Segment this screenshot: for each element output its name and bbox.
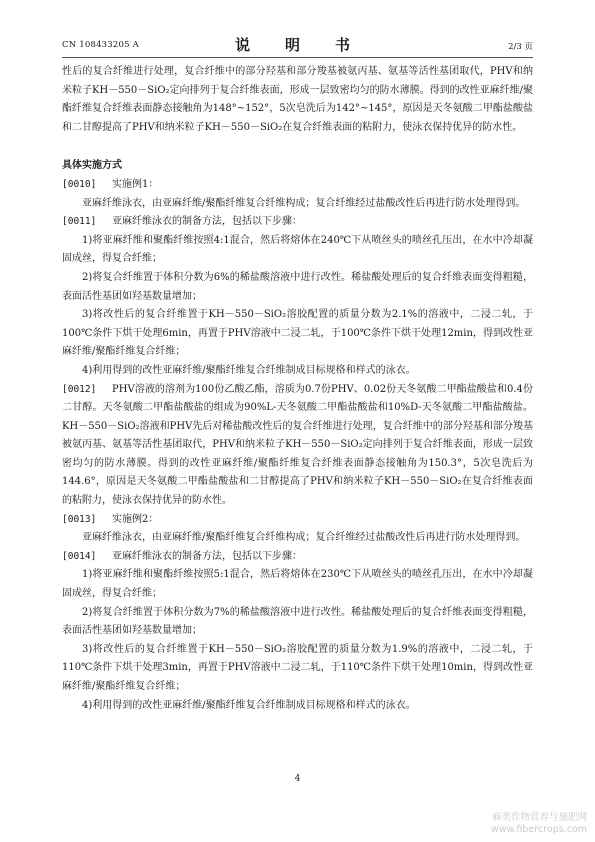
body-paragraph: 亚麻纤维泳衣，由亚麻纤维/聚酯纤维复合纤维构成；复合纤维经过盐酸改性后再进行防水处理得到。 xyxy=(82,197,526,209)
page-number: 4 xyxy=(294,774,301,784)
numbered-paragraph xyxy=(62,511,533,530)
watermark xyxy=(491,812,587,836)
numbered-paragraph xyxy=(62,213,533,232)
paragraph-number: [0014] xyxy=(62,550,97,562)
body-paragraph: 2)将复合纤维置于体积分数为6%的稀盐酸溶液中进行改性。稀盐酸处理后的复合纤维表面变得粗糙，表面活性基团如羟基数量增加； xyxy=(62,271,533,302)
paragraph-number: [0010] xyxy=(62,178,97,190)
paragraph-number: [0011] xyxy=(62,216,97,228)
paragraph-text: 实施例2： xyxy=(112,513,159,525)
watermark-site-name: 麻类作物营养与施肥网 xyxy=(491,812,587,823)
continued-paragraph: 性后的复合纤维进行处理，复合纤维中的部分羟基和部分羧基被氨丙基、氨基等活性基团取代，PHV和纳米粒子KH－550－SiO₂定向排列于复合纤维表面，形成一层致密均匀的防水薄膜。得到的改性亚麻纤维/聚酯纤维复合纤维表面静态接触角为148°~152°，5次皂洗后为142°~145°，原因是天冬氨酸二甲酯盐酸盐和二甘醇提高了PHV和纳米粒子KH－550－SiO₂在复合纤维表面的粘附力，使泳衣保持优异的防水性。 xyxy=(62,66,533,133)
body-paragraph: 4)利用得到的改性亚麻纤维/聚酯纤维复合纤维制成目标规格和样式的泳衣。 xyxy=(82,364,416,376)
paragraph-text: 亚麻纤维泳衣的制备方法，包括以下步骤： xyxy=(112,550,302,562)
numbered-paragraph xyxy=(62,176,533,195)
body-paragraph: 4)利用得到的改性亚麻纤维/聚酯纤维复合纤维制成目标规格和样式的泳衣。 xyxy=(82,699,416,711)
page-header xyxy=(62,34,533,54)
header-divider xyxy=(62,57,533,58)
document-title: 说 明 书 xyxy=(234,36,360,54)
paragraph-number: [0013] xyxy=(62,513,97,525)
body-paragraph: 3)将改性后的复合纤维置于KH－550－SiO₂溶胶配置的质量分数为2.1%的溶液中，二浸二轧，于100℃条件下烘干处理6min，再置于PHV溶液中二浸二轧，于100℃条件下烘干处理12min，得到改性亚麻纤维/聚酯纤维复合纤维； xyxy=(62,309,533,358)
paragraph-text: 亚麻纤维泳衣的制备方法，包括以下步骤： xyxy=(112,216,302,228)
numbered-paragraph xyxy=(62,548,533,567)
paragraph-number: [0012] xyxy=(62,383,97,395)
body-paragraph: 3)将改性后的复合纤维置于KH－550－SiO₂溶胶配置的质量分数为1.9%的溶液中，二浸二轧，于110℃条件下烘干处理3min，再置于PHV溶液中二浸二轧，于110℃条件下烘干处理10min，得到改性亚麻纤维/聚酯纤维复合纤维； xyxy=(62,643,533,692)
numbered-paragraph xyxy=(62,381,533,511)
body-paragraph: 1)将亚麻纤维和聚酯纤维按照5:1混合，然后将熔体在230℃下从喷丝头的喷丝孔压出，在水中冷却凝固成丝，得复合纤维； xyxy=(62,569,533,600)
body-paragraph: 1)将亚麻纤维和聚酯纤维按照4:1混合，然后将熔体在240℃下从喷丝头的喷丝孔压出，在水中冷却凝固成丝，得复合纤维； xyxy=(62,234,533,265)
section-heading: 具体实施方式 xyxy=(62,160,122,172)
body-paragraph: 2)将复合纤维置于体积分数为7%的稀盐酸溶液中进行改性。稀盐酸处理后的复合纤维表面变得粗糙，表面活性基团如羟基数量增加； xyxy=(62,606,533,637)
document-number: CN 108433205 A xyxy=(62,40,139,50)
watermark-url: www.fibercrops.com xyxy=(490,824,587,835)
document-body xyxy=(62,63,533,715)
body-paragraph: 亚麻纤维泳衣，由亚麻纤维/聚酯纤维复合纤维构成；复合纤维经过盐酸改性后再进行防水处理得到。 xyxy=(82,532,526,544)
paragraph-text: 实施例1： xyxy=(112,178,159,190)
page-info: 2/3 页 xyxy=(508,42,533,52)
paragraph-text: PHV溶液的溶剂为100份乙酸乙酯，溶质为0.7份PHV、0.02份天冬氨酸二甲酯盐酸盐和0.4份二甘醇。天冬氨酸二甲酯盐酸盐的组成为90%L-天冬氨酸二甲酯盐酸盐和10%D-天冬氨酸二甲酯盐酸盐。KH－550－SiO₂溶液和PHV先后对稀盐酸改性后的复合纤维进行处理，复合纤维中的部分羟基和部分羧基被氨丙基、氨基等活性基团取代，PHV和纳米粒子KH－550－SiO₂定向排列于复合纤维表面，形成一层致密均匀的防水薄膜。得到的改性亚麻纤维/聚酯纤维复合纤维表面静态接触角为150.3°，5次皂洗后为144.6°，原因是天冬氨酸二甲酯盐酸盐和二甘醇提高了PHV和纳米粒子KH－550－SiO₂在复合纤维表面的粘附力，使泳衣保持优异的防水性。 xyxy=(62,383,533,507)
